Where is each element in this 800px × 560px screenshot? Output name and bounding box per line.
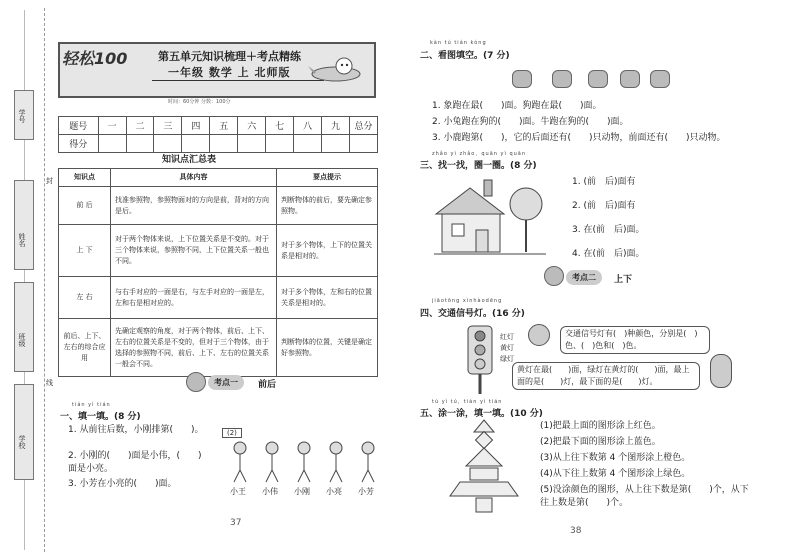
sidebar-line [24, 372, 25, 384]
tip-cell: 对于多个物体，上下的位置关系是相对的。 [277, 225, 378, 277]
kid-name: 小伟 [262, 487, 278, 496]
cut-line [44, 8, 45, 552]
knowledge-row [59, 319, 378, 377]
score-input-cell[interactable] [266, 135, 294, 153]
unit-subtitle: 一年级 数学 上 北师版 [168, 66, 291, 79]
mascot-plane-icon [306, 54, 366, 88]
content-cell: 对于两个物体来说，上下位置关系是不变的。对于三个物体来说，参照物不同，上下位置关系一般也不同。 [111, 225, 277, 277]
sidebar-line [24, 270, 25, 282]
score-value-row [59, 135, 378, 153]
header-divider [152, 80, 324, 81]
q3-pinyin: zhǎo yì zhǎo，quān yì quān [432, 151, 527, 157]
score-cell: 四 [182, 117, 210, 135]
mascot-badge-icon [544, 266, 564, 286]
red-light-label: 红灯 [500, 333, 514, 341]
seal-mark: 封 [46, 177, 53, 185]
kp1-tag: 考点一 [208, 375, 244, 390]
mascot-badge-icon [186, 372, 206, 392]
knowledge-row [59, 225, 378, 277]
cow-icon [552, 70, 572, 88]
speech-bubble: 黄灯在最( )面，绿灯在黄灯的( )面，最上面的是( )灯，最下面的是( )灯。 [512, 362, 700, 390]
boy-avatar [528, 324, 550, 346]
sidebar-line [24, 480, 25, 550]
kp2-tag: 考点二 [566, 270, 602, 285]
topic-cell: 前 后 [59, 187, 111, 225]
q1-pinyin: tián yì tián [72, 402, 111, 408]
score-header-row [59, 117, 378, 135]
score-cell: 题号 [59, 117, 99, 135]
score-cell: 七 [266, 117, 294, 135]
brand-logo: 轻松100 [62, 49, 128, 68]
col-header: 要点提示 [277, 169, 378, 187]
tip-cell: 对于多个物体，左和右的位置关系是相对的。 [277, 277, 378, 319]
q5-pinyin: tú yì tú，tián yì tián [432, 399, 503, 405]
children-line-illustration [222, 440, 382, 486]
knowledge-row [59, 187, 378, 225]
score-input-cell[interactable] [154, 135, 182, 153]
col-header: 具体内容 [111, 169, 277, 187]
q5-item: (1)把最上面的图形涂上红色。 [540, 421, 661, 431]
content-cell: 与右手对应的一面是右，与左手对应的一面是左，左和右是相对应的。 [111, 277, 277, 319]
q5-item: (3)从上往下数第 4 个图形涂上橙色。 [540, 453, 691, 463]
score-cell: 六 [238, 117, 266, 135]
q2-item: 3. 小鹿跑第( )，它的后面还有( )只动物，前面还有( )只动物。 [432, 133, 726, 143]
q2-item: 1. 象跑在最( )面。狗跑在最( )面。 [432, 101, 602, 111]
score-input-cell[interactable] [322, 135, 350, 153]
kid-name: 小亮 [326, 487, 342, 496]
dog-icon [650, 70, 670, 88]
q3-item: 1. (前 后)面有 [572, 177, 636, 187]
score-input-cell[interactable] [238, 135, 266, 153]
q2-item: 2. 小兔跑在狗的( )面。牛跑在狗的( )面。 [432, 117, 629, 127]
q3-item: 2. (前 后)面有 [572, 201, 636, 211]
score-input-cell[interactable] [182, 135, 210, 153]
sidebar-line [24, 10, 25, 90]
q3-heading: 三、找一找，圈一圈。(8 分) [420, 161, 537, 171]
page-number-left: 37 [230, 518, 242, 528]
score-cell: 三 [154, 117, 182, 135]
school-label: 学校 [18, 435, 26, 449]
class-sign: (2) [222, 428, 242, 438]
q3-item: 4. 在(前 后)面。 [572, 249, 645, 259]
house-tree-illustration [430, 174, 548, 258]
q1-item: 3. 小芳在小亮的( )面。 [68, 479, 177, 489]
topic-cell: 左 右 [59, 277, 111, 319]
score-input-cell[interactable] [210, 135, 238, 153]
score-table [58, 116, 378, 153]
q4-pinyin: jiāotōng xìnhàodēng [432, 298, 503, 304]
q4-heading: 四、交通信号灯。(16 分) [420, 309, 525, 319]
score-cell: 一 [98, 117, 126, 135]
traffic-light-icon [462, 324, 498, 396]
q5-item: (5)没涂颜色的图形，从上往下数是第( )个，从下往上数是第( )个。 [540, 485, 749, 508]
speech-bubble: 交通信号灯有( )种颜色，分别是( )色、( )色和( )色。 [560, 326, 710, 354]
green-light-label: 绿灯 [500, 355, 514, 363]
score-cell: 九 [322, 117, 350, 135]
student-id-label: 学号 [18, 109, 26, 123]
unit-title: 第五单元知识梳理＋考点精练 [158, 50, 301, 63]
shape-stack-illustration [440, 418, 528, 514]
deer-icon [588, 70, 608, 88]
score-cell: 五 [210, 117, 238, 135]
score-cell: 二 [126, 117, 154, 135]
score-input-cell[interactable] [126, 135, 154, 153]
kid-name: 小芳 [358, 487, 374, 496]
q2-heading: 二、看图填空。(7 分) [420, 51, 510, 61]
line-mark: 线 [46, 379, 53, 387]
content-cell: 先确定观察的角度，对于两个物体，前后、上下、左右的位置关系是不变的，但对于三个物体，由于选择的参照物不同，前后、上下、左右的位置关系一般会不同。 [111, 319, 277, 377]
page-number-right: 38 [570, 526, 582, 536]
kid-name: 小刚 [294, 487, 310, 496]
tip-cell: 判断物体的前后，要先确定参照物。 [277, 187, 378, 225]
q1-item: 1. 从前往后数，小刚排第( )。 [68, 425, 204, 435]
q5-item: (4)从下往上数第 4 个图形涂上绿色。 [540, 469, 691, 479]
binding-sidebar [0, 0, 53, 560]
col-header: 知识点 [59, 169, 111, 187]
knowledge-row [59, 277, 378, 319]
class-label: 班级 [18, 333, 26, 347]
score-input-cell[interactable] [294, 135, 322, 153]
knowledge-header-row [59, 169, 378, 187]
school-box[interactable] [14, 384, 34, 480]
q5-item: (2)把最下面的图形涂上蓝色。 [540, 437, 661, 447]
tip-cell: 判断物体的位置，关键是确定好参照物。 [277, 319, 378, 377]
kp1-name: 前后 [258, 380, 277, 390]
score-input-cell[interactable] [98, 135, 126, 153]
content-cell: 找准参照物，参照物面对的方向是前，背对的方向是后。 [111, 187, 277, 225]
kp2-name: 上下 [614, 275, 633, 285]
topic-cell: 上 下 [59, 225, 111, 277]
score-input-cell[interactable] [350, 135, 378, 153]
knowledge-table [58, 168, 378, 377]
name-label: 姓名 [18, 233, 26, 247]
score-row-label: 得分 [59, 135, 99, 153]
time-score-line: 时间：60分钟 分数：100分 [168, 99, 231, 105]
q2-pinyin: kàn tú tián kòng [430, 40, 487, 46]
score-cell: 总分 [350, 117, 378, 135]
q1-item: 2. 小刚的( )面是小伟，( )面是小亮。 [68, 451, 202, 474]
girl-avatar [710, 354, 732, 388]
score-cell: 八 [294, 117, 322, 135]
rabbit-icon [620, 70, 640, 88]
sidebar-line [24, 140, 25, 180]
q3-item: 3. 在(前 后)面。 [572, 225, 645, 235]
student-id-box[interactable] [14, 90, 34, 140]
summary-title: 知识点汇总表 [162, 155, 217, 165]
q5-heading: 五、涂一涂，填一填。(10 分) [420, 409, 543, 419]
kid-name: 小王 [230, 487, 246, 496]
class-box[interactable] [14, 282, 34, 372]
elephant-icon [512, 70, 532, 88]
yellow-light-label: 黄灯 [500, 344, 514, 352]
topic-cell: 前后、上下、左右的综合应用 [59, 319, 111, 377]
q1-heading: 一、填一填。(8 分) [60, 412, 141, 422]
name-box[interactable] [14, 180, 34, 270]
